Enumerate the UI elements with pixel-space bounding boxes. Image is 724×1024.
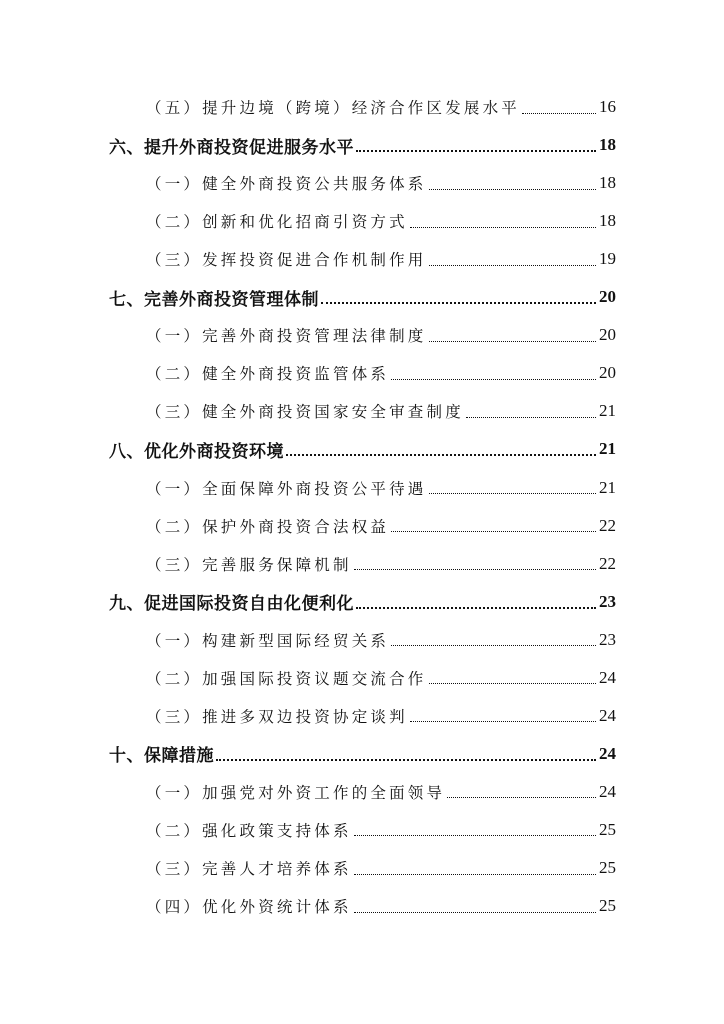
toc-section-entry[interactable] bbox=[146, 240, 616, 278]
toc-entry-title: 十、保障措施 bbox=[109, 746, 214, 767]
toc-page-number: 20 bbox=[599, 363, 616, 383]
dot-leader bbox=[286, 454, 596, 456]
toc-page-number: 25 bbox=[599, 819, 616, 839]
dot-leader bbox=[429, 265, 596, 266]
toc-page-number: 16 bbox=[599, 97, 616, 116]
dot-leader bbox=[410, 227, 596, 228]
toc-page-number: 22 bbox=[599, 553, 616, 573]
toc-page-number: 18 bbox=[599, 135, 616, 155]
toc-chapter-entry[interactable] bbox=[109, 126, 616, 164]
toc-section-entry[interactable] bbox=[146, 316, 616, 354]
toc-page-number: 23 bbox=[599, 591, 616, 611]
toc-page-number: 24 bbox=[599, 705, 616, 725]
toc-section-entry[interactable] bbox=[146, 88, 616, 126]
dot-leader bbox=[429, 493, 596, 494]
toc-section-entry[interactable] bbox=[146, 469, 616, 507]
toc-section-entry[interactable] bbox=[146, 811, 616, 849]
toc-entry-title: 七、完善外商投资管理体制 bbox=[109, 289, 319, 310]
dot-leader bbox=[429, 683, 596, 684]
toc-entry-title: （三）完善服务保障机制 bbox=[146, 555, 352, 574]
toc-section-entry[interactable] bbox=[146, 202, 616, 240]
toc-section-entry[interactable] bbox=[146, 887, 616, 925]
toc-page-number: 24 bbox=[599, 743, 616, 763]
toc-page-number: 20 bbox=[599, 325, 616, 345]
toc-entry-title: （二）健全外商投资监管体系 bbox=[146, 365, 390, 384]
toc-chapter-entry[interactable] bbox=[109, 583, 616, 621]
dot-leader bbox=[354, 835, 596, 836]
toc-entry-title: 六、提升外商投资促进服务水平 bbox=[109, 137, 354, 158]
toc-page-number: 20 bbox=[599, 287, 616, 307]
toc-page-number: 25 bbox=[599, 896, 616, 916]
dot-leader bbox=[447, 797, 596, 798]
toc-entry-title: （三）发挥投资促进合作机制作用 bbox=[146, 251, 427, 270]
toc-chapter-entry[interactable] bbox=[109, 430, 616, 468]
dot-leader bbox=[356, 607, 596, 609]
toc-page-number: 18 bbox=[599, 211, 616, 231]
toc-page-number: 19 bbox=[599, 249, 616, 269]
toc-section-entry[interactable] bbox=[146, 697, 616, 735]
dot-leader bbox=[522, 113, 596, 114]
toc-entry-title: （一）全面保障外商投资公平待遇 bbox=[146, 479, 427, 498]
toc-entry-title: （一）构建新型国际经贸关系 bbox=[146, 631, 390, 650]
toc-section-entry[interactable] bbox=[146, 507, 616, 545]
toc-entry-title: 八、优化外商投资环境 bbox=[109, 441, 284, 462]
dot-leader bbox=[429, 341, 596, 342]
toc-page-number: 25 bbox=[599, 858, 616, 877]
toc-section-entry[interactable] bbox=[146, 354, 616, 392]
toc-section-entry[interactable] bbox=[146, 659, 616, 697]
toc-entry-title: （四）优化外资统计体系 bbox=[146, 898, 352, 917]
toc-section-entry[interactable] bbox=[146, 621, 616, 659]
dot-leader bbox=[356, 150, 596, 152]
toc-section-entry[interactable] bbox=[146, 392, 616, 430]
toc-page-number: 22 bbox=[599, 515, 616, 535]
dot-leader bbox=[321, 302, 596, 304]
toc-page-number: 18 bbox=[599, 173, 616, 193]
toc-chapter-entry[interactable] bbox=[109, 278, 616, 316]
toc-page-number: 24 bbox=[599, 667, 616, 687]
toc-entry-title: （二）创新和优化招商引资方式 bbox=[146, 213, 408, 232]
toc-section-entry[interactable] bbox=[146, 773, 616, 811]
toc-page-number: 21 bbox=[599, 439, 616, 459]
dot-leader bbox=[216, 759, 596, 761]
toc-entry-title: （三）健全外商投资国家安全审查制度 bbox=[146, 403, 464, 422]
toc-entry-title: （二）保护外商投资合法权益 bbox=[146, 517, 390, 536]
dot-leader bbox=[466, 417, 596, 418]
toc-section-entry[interactable] bbox=[146, 849, 616, 887]
toc-entry-title: 九、促进国际投资自由化便利化 bbox=[109, 594, 354, 615]
toc-entry-title: （三）完善人才培养体系 bbox=[146, 860, 352, 878]
toc-page-number: 23 bbox=[599, 629, 616, 649]
toc-entry-title: （一）完善外商投资管理法律制度 bbox=[146, 327, 427, 346]
toc-entry-title: （一）加强党对外资工作的全面领导 bbox=[146, 783, 446, 802]
dot-leader bbox=[391, 645, 596, 646]
toc-entry-title: （二）加强国际投资议题交流合作 bbox=[146, 669, 427, 688]
dot-leader bbox=[410, 721, 596, 722]
toc-section-entry[interactable] bbox=[146, 164, 616, 202]
dot-leader bbox=[354, 569, 596, 570]
toc-entry-title: （一）健全外商投资公共服务体系 bbox=[146, 175, 427, 194]
toc-page-number: 21 bbox=[599, 401, 616, 421]
dot-leader bbox=[429, 189, 596, 190]
toc-page-number: 24 bbox=[599, 781, 616, 801]
toc-entry-title: （二）强化政策支持体系 bbox=[146, 821, 352, 840]
dot-leader bbox=[354, 874, 596, 875]
toc-chapter-entry[interactable] bbox=[109, 735, 616, 773]
toc-section-entry[interactable] bbox=[146, 545, 616, 583]
dot-leader bbox=[354, 912, 596, 913]
toc-entry-title: （三）推进多双边投资协定谈判 bbox=[146, 707, 408, 726]
toc-entry-title: （五）提升边境（跨境）经济合作区发展水平 bbox=[146, 99, 521, 117]
toc-page-number: 21 bbox=[599, 477, 616, 497]
dot-leader bbox=[391, 379, 596, 380]
dot-leader bbox=[391, 531, 596, 532]
